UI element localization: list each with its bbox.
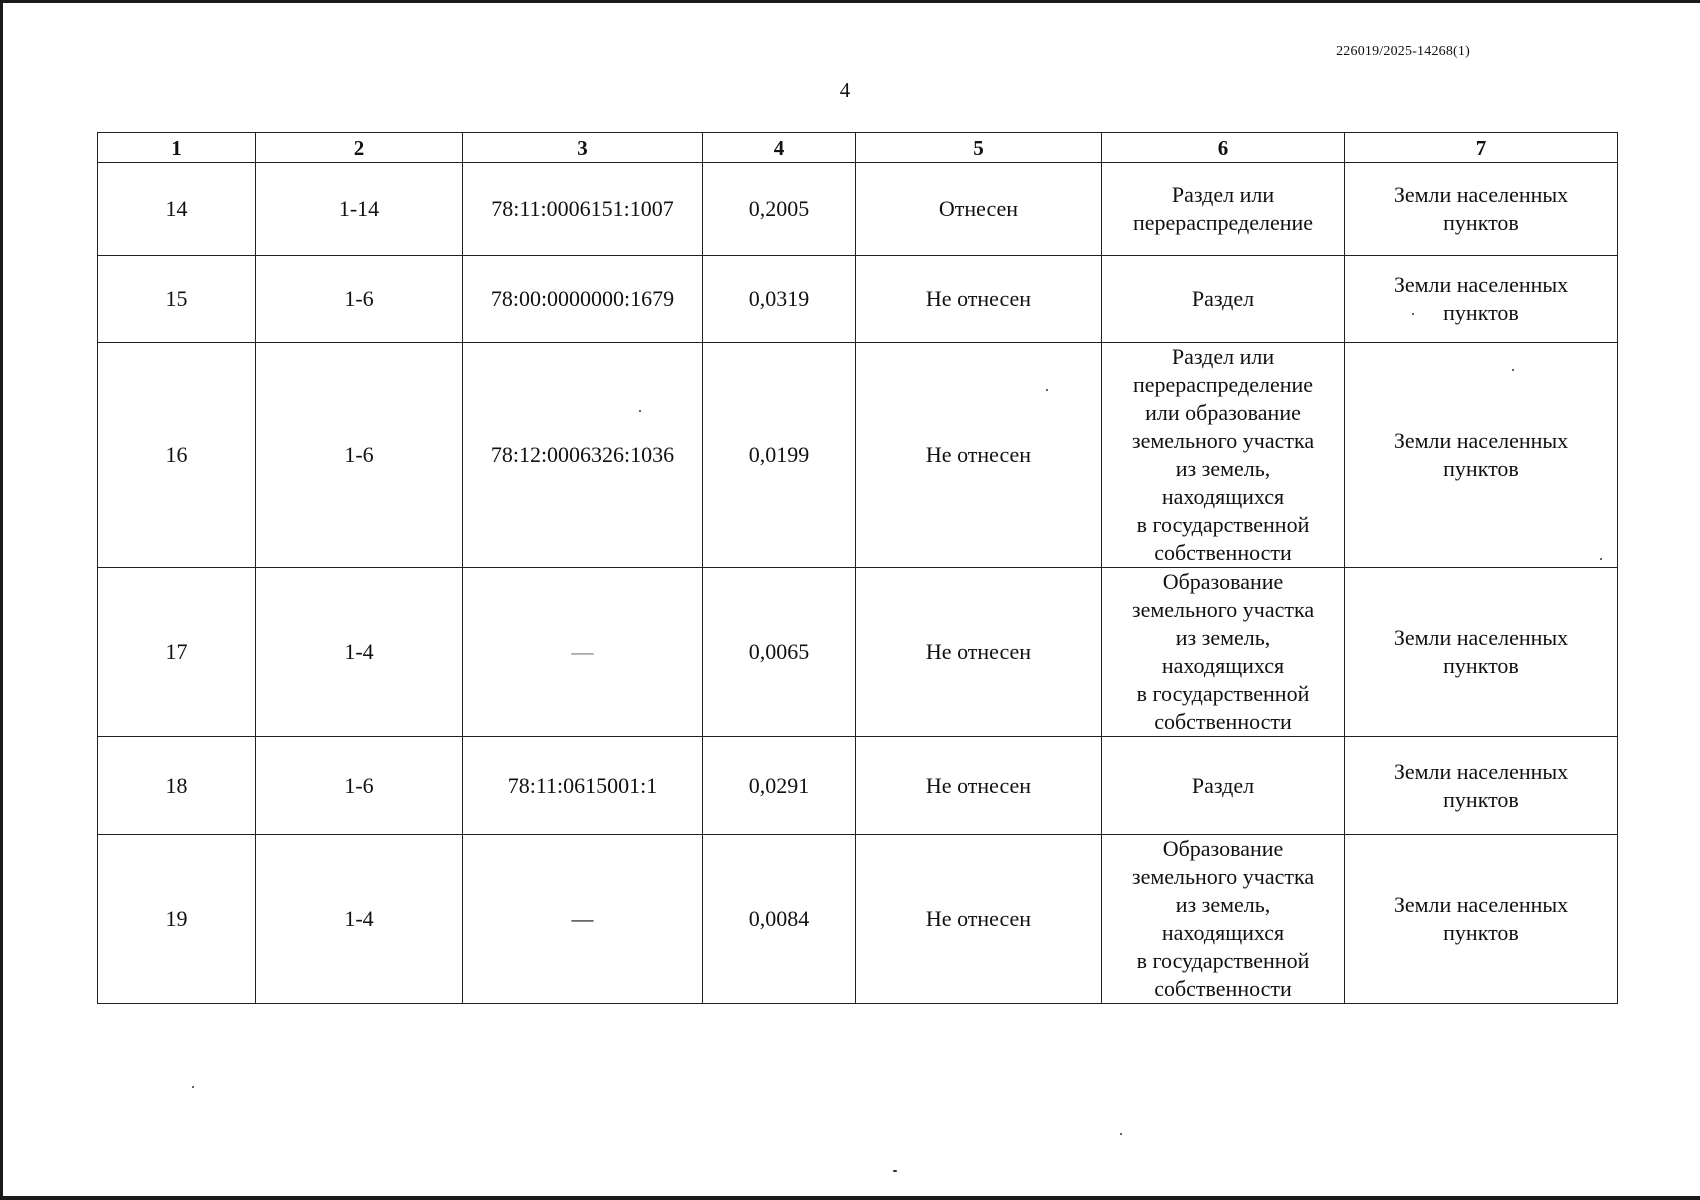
cell-line: Земли населенных bbox=[1393, 625, 1569, 650]
row-number: 14 bbox=[98, 163, 256, 256]
cadastral-number: 78:12:0006326:1036 bbox=[463, 343, 703, 568]
column-header: 7 bbox=[1345, 133, 1618, 163]
table-row bbox=[98, 163, 1618, 256]
assignment-status: Не отнесен bbox=[856, 737, 1102, 835]
scan-speck bbox=[639, 410, 641, 412]
row-number: 17 bbox=[98, 568, 256, 737]
cadastral-number: — bbox=[463, 835, 703, 1004]
cell-line: Раздел bbox=[1191, 772, 1255, 798]
cell-line: из земель, bbox=[1175, 892, 1271, 917]
cell-line: земельного участка bbox=[1131, 597, 1315, 622]
point-range: 1-14 bbox=[256, 163, 463, 256]
cell-line: земельного участка bbox=[1131, 428, 1315, 453]
cell-line: из земель, bbox=[1175, 456, 1271, 481]
table-header-row bbox=[98, 133, 1618, 163]
point-range: 1-6 bbox=[256, 256, 463, 343]
assignment-status: Не отнесен bbox=[856, 568, 1102, 737]
cadastral-number: 78:11:0615001:1 bbox=[463, 737, 703, 835]
scan-speck bbox=[1046, 389, 1048, 391]
scan-speck bbox=[1600, 558, 1602, 560]
table-row bbox=[98, 835, 1618, 1004]
formation-method bbox=[1102, 163, 1345, 256]
cell-line: находящихся bbox=[1161, 653, 1285, 678]
cell-line: Земли населенных bbox=[1393, 758, 1569, 784]
land-plots-table bbox=[97, 132, 1618, 1004]
area-value: 0,2005 bbox=[703, 163, 856, 256]
point-range: 1-4 bbox=[256, 835, 463, 1004]
formation-method bbox=[1102, 835, 1345, 1004]
cell-line: земельного участка bbox=[1131, 864, 1315, 889]
cell-line: Раздел bbox=[1191, 286, 1255, 311]
cell-line: собственности bbox=[1154, 976, 1292, 1001]
land-category bbox=[1345, 343, 1618, 568]
page-number: 4 bbox=[839, 78, 851, 102]
row-number: 19 bbox=[98, 835, 256, 1004]
row-number: 15 bbox=[98, 256, 256, 343]
column-header: 2 bbox=[256, 133, 463, 163]
table-row bbox=[98, 568, 1618, 737]
table-row bbox=[98, 343, 1618, 568]
assignment-status: Не отнесен bbox=[856, 835, 1102, 1004]
cell-line: перераспределение bbox=[1132, 210, 1314, 235]
land-category bbox=[1345, 737, 1618, 835]
cell-line: находящихся bbox=[1161, 484, 1285, 509]
assignment-status: Отнесен bbox=[856, 163, 1102, 256]
cell-line: в государственной bbox=[1136, 681, 1310, 706]
cell-line: Раздел или bbox=[1171, 344, 1275, 369]
cell-line: Земли населенных bbox=[1393, 428, 1569, 453]
column-header: 6 bbox=[1102, 133, 1345, 163]
cell-line: собственности bbox=[1154, 540, 1292, 565]
table-row bbox=[98, 256, 1618, 343]
column-header: 5 bbox=[856, 133, 1102, 163]
table-row bbox=[98, 737, 1618, 835]
point-range: 1-4 bbox=[256, 568, 463, 737]
cell-line: пунктов bbox=[1443, 653, 1519, 678]
cadastral-number: 78:11:0006151:1007 bbox=[463, 163, 703, 256]
land-category bbox=[1345, 835, 1618, 1004]
scan-speck bbox=[1412, 313, 1414, 315]
cadastral-number: — bbox=[463, 568, 703, 737]
cell-line: Земли населенных bbox=[1393, 182, 1569, 207]
cell-line: пунктов bbox=[1443, 920, 1519, 945]
land-category bbox=[1345, 568, 1618, 737]
column-header: 4 bbox=[703, 133, 856, 163]
scan-speck bbox=[893, 1170, 897, 1172]
area-value: 0,0199 bbox=[703, 343, 856, 568]
assignment-status: Не отнесен bbox=[856, 343, 1102, 568]
point-range: 1-6 bbox=[256, 343, 463, 568]
cadastral-number: 78:00:0000000:1679 bbox=[463, 256, 703, 343]
land-category bbox=[1345, 256, 1618, 343]
cell-line: пунктов bbox=[1443, 786, 1519, 812]
cell-line: в государственной bbox=[1136, 512, 1310, 537]
cell-line: перераспределение bbox=[1132, 372, 1314, 397]
formation-method bbox=[1102, 568, 1345, 737]
cell-line: находящихся bbox=[1161, 920, 1285, 945]
scan-speck bbox=[192, 1086, 194, 1088]
area-value: 0,0319 bbox=[703, 256, 856, 343]
cell-line: Земли населенных bbox=[1393, 892, 1569, 917]
row-number: 18 bbox=[98, 737, 256, 835]
cell-line: Раздел или bbox=[1171, 182, 1275, 207]
cell-line: или образование bbox=[1145, 400, 1301, 425]
column-header: 3 bbox=[463, 133, 703, 163]
formation-method bbox=[1102, 343, 1345, 568]
scan-border-top bbox=[0, 0, 1700, 3]
scan-speck bbox=[1120, 1133, 1122, 1135]
column-header: 1 bbox=[98, 133, 256, 163]
area-value: 0,0291 bbox=[703, 737, 856, 835]
cell-line: пунктов bbox=[1443, 300, 1519, 325]
assignment-status: Не отнесен bbox=[856, 256, 1102, 343]
point-range: 1-6 bbox=[256, 737, 463, 835]
row-number: 16 bbox=[98, 343, 256, 568]
formation-method bbox=[1102, 256, 1345, 343]
scan-speck bbox=[1512, 369, 1514, 371]
cell-line: пунктов bbox=[1443, 456, 1519, 481]
cell-line: пунктов bbox=[1443, 210, 1519, 235]
area-value: 0,0084 bbox=[703, 835, 856, 1004]
document-registration-number: 226019/2025-14268(1) bbox=[1336, 44, 1470, 59]
formation-method bbox=[1102, 737, 1345, 835]
land-category bbox=[1345, 163, 1618, 256]
scan-border-left bbox=[0, 0, 3, 1200]
cell-line: Земли населенных bbox=[1393, 272, 1569, 297]
cell-line: Образование bbox=[1162, 836, 1284, 861]
cell-line: в государственной bbox=[1136, 948, 1310, 973]
cell-line: из земель, bbox=[1175, 625, 1271, 650]
cell-line: собственности bbox=[1154, 709, 1292, 734]
cell-line: Образование bbox=[1162, 569, 1284, 594]
area-value: 0,0065 bbox=[703, 568, 856, 737]
scan-border-bottom bbox=[0, 1196, 1700, 1200]
